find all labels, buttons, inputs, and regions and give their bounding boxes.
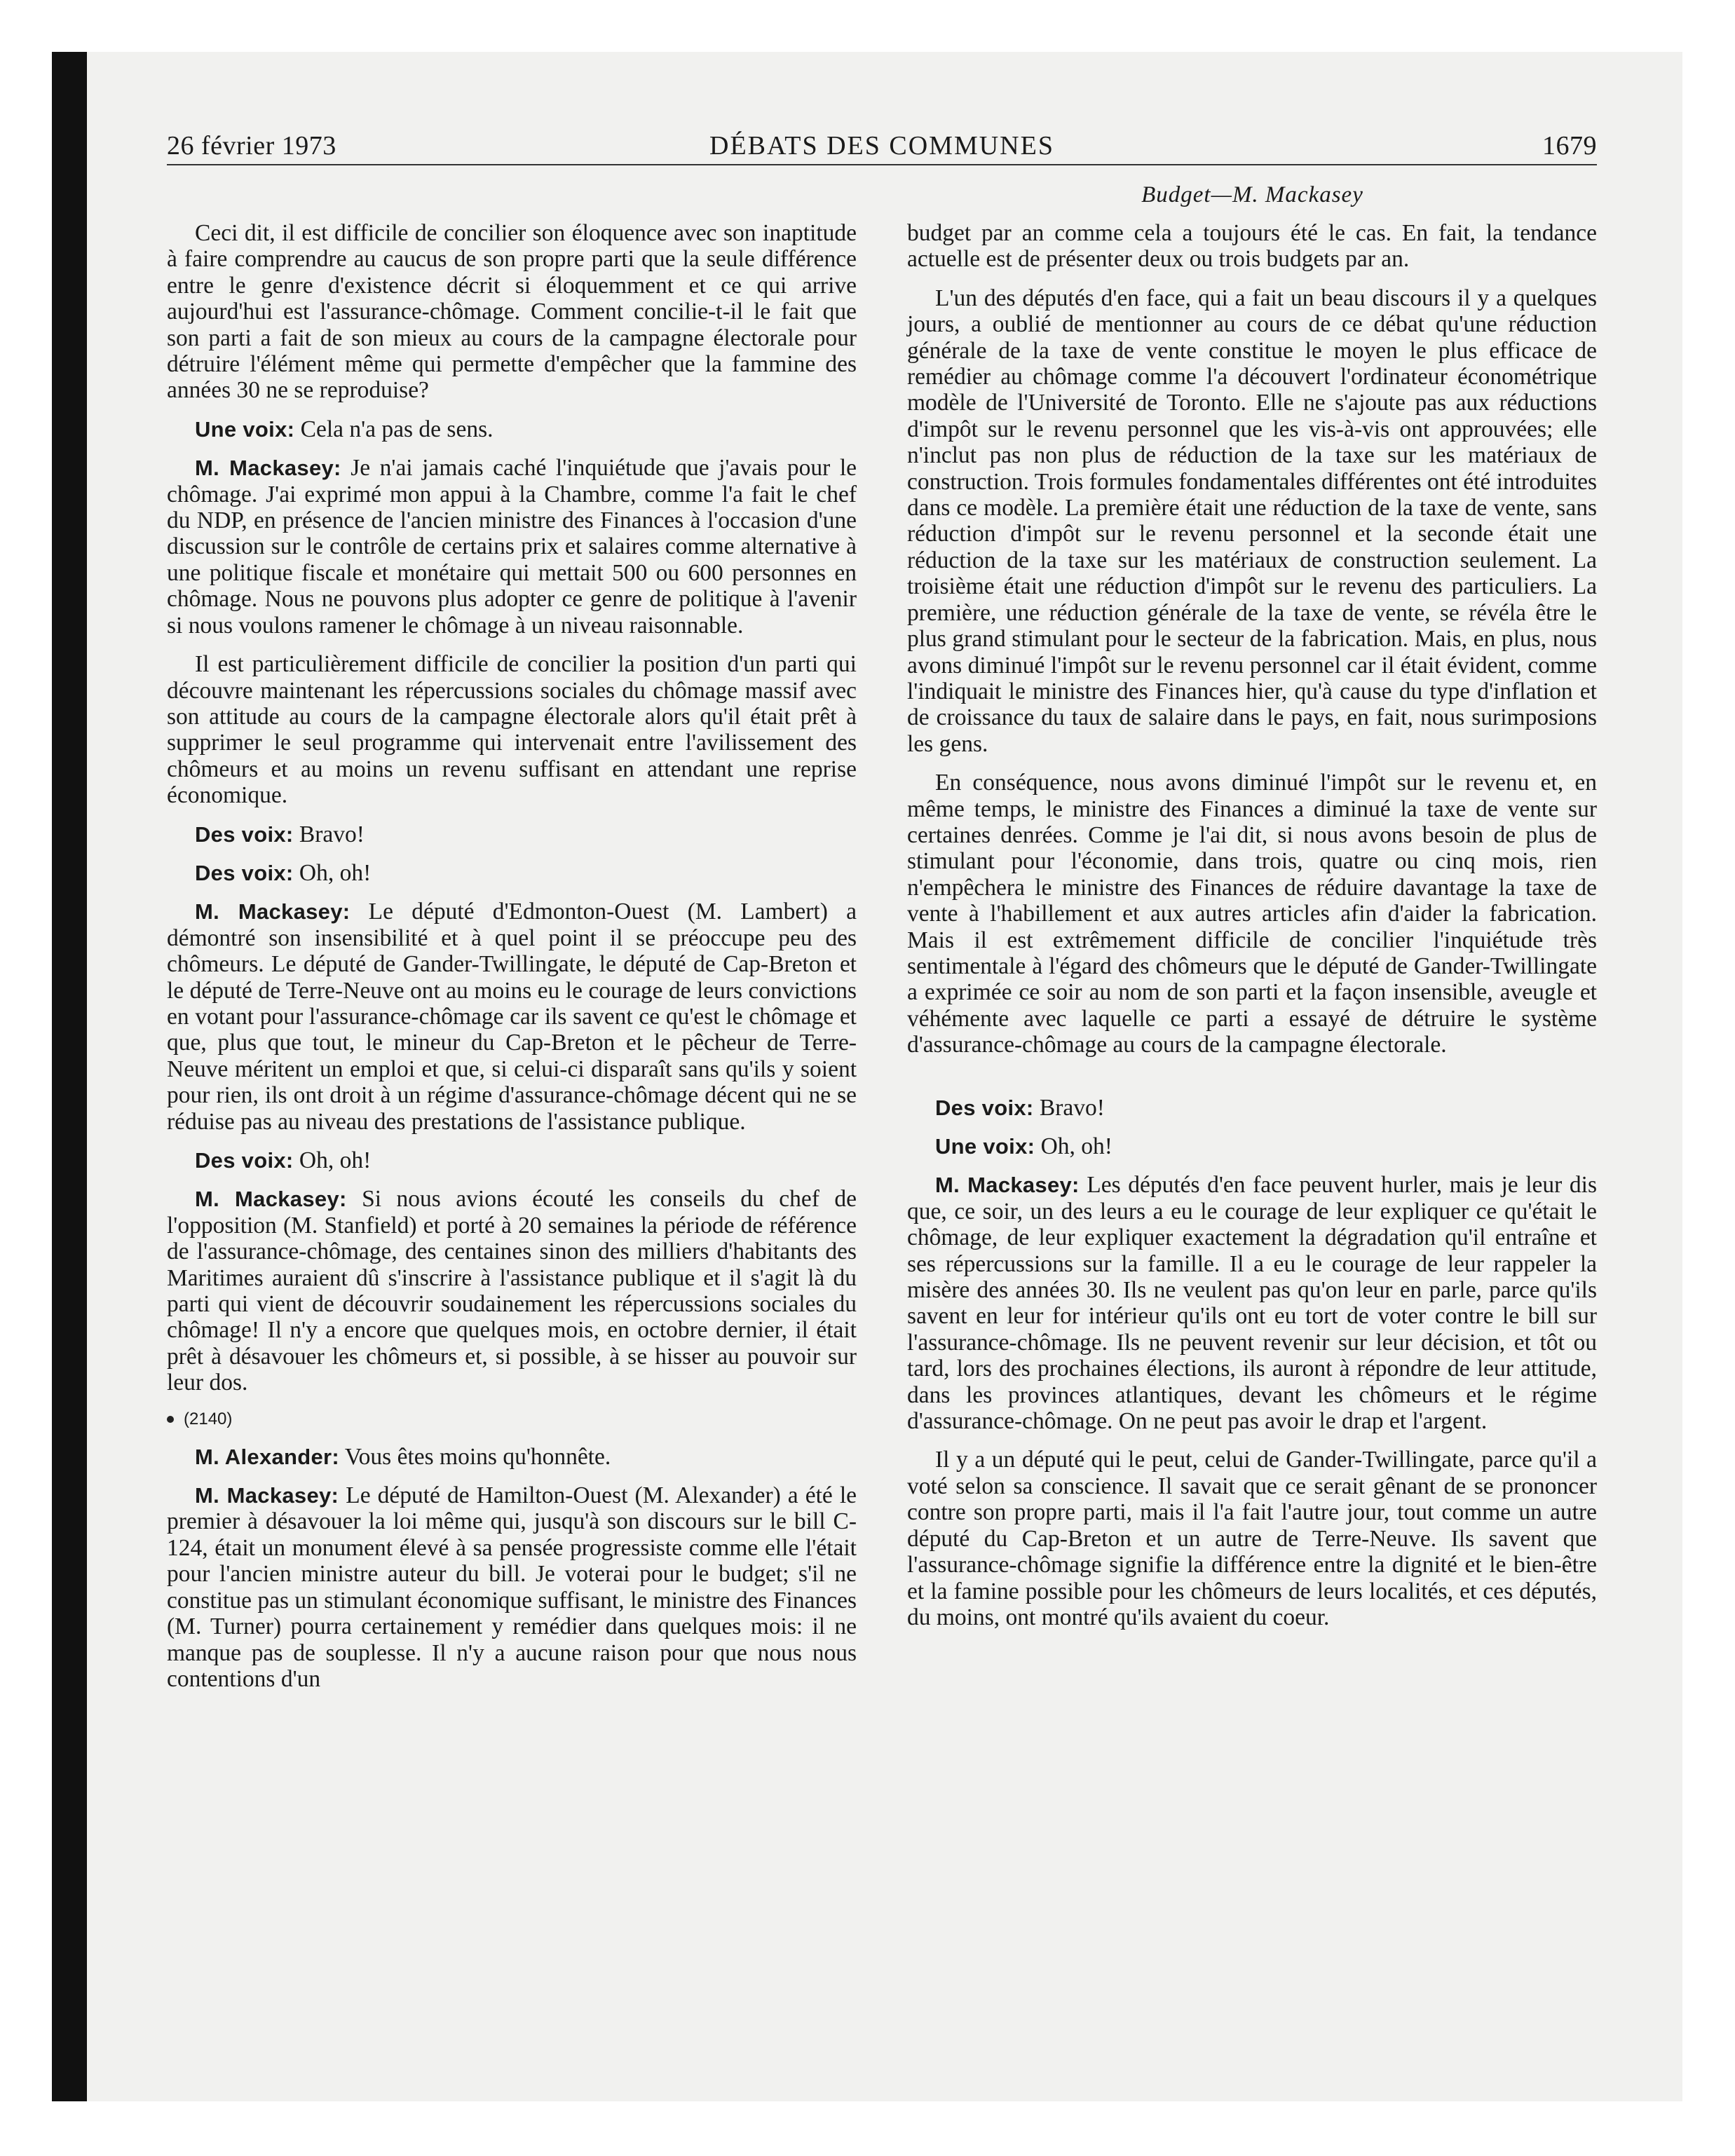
paragraph-text: Ceci dit, il est difficile de concilier son éloquence avec son inaptitude à faire comprendre au caucus de son propre parti que la seule différence entre le genre d'existence décrit si éloquemment et ce qui arrive aujourd'hui est l'assurance-chômage. Comment concilie-t-il le fait que son parti a fait de son mieux au cours de la campagne électorale pour détruire l'élément même qui permette d'empêcher que la fammine des années 30 ne se reproduise? [167, 220, 857, 404]
paragraph-text: Le député d'Edmonton-Ouest (M. Lambert) a démontré son insensibilité et à quel point il se préoccupe peu des chômeurs. Le député de Gander-Twillingate, le député de Cap-Breton et le député de Terre-Neuve ont au moins eu le courage de leurs convictions en votant pour l'assurance-chômage car ils savent ce qu'est le chômage et que, plus que tout, le mineur du Cap-Breton et le pêcheur de Terre-Neuve méritent un emploi et que, si celui-ci disparaît sans qu'ils y soient pour rien, ils ont droit à un régime d'assurance-chômage décent qui ne se réduise pas au niveau des prestations de l'assistance publique. [167, 899, 857, 1135]
speaker-name: M. Mackasey: [195, 1187, 347, 1212]
header-rule [167, 164, 1597, 165]
paragraph-text: Il est particulièrement difficile de concilier la position d'un parti qui découvre maintenant les répercussions sociales du chômage massif avec son attitude au cours de la campagne électorale alors qu'il était prêt à supprimer le seul programme qui intervenait entre l'avilissement des chômeurs et au moins un revenu suffisant en attendant une reprise économique. [167, 651, 857, 809]
speaker-name: Des voix: [935, 1095, 1034, 1120]
paragraph-text: Bravo! [1039, 1094, 1105, 1121]
speaker-name: M. Mackasey: [195, 1483, 339, 1508]
paragraph [167, 1482, 857, 1692]
paragraph [167, 416, 857, 442]
continued-paragraph [907, 220, 1597, 273]
paragraph [907, 1447, 1597, 1630]
right-column [907, 220, 1597, 1643]
paragraph-text: Bravo! [299, 821, 365, 847]
paragraph-text: Je n'ai jamais caché l'inquiétude que j'avais pour le chômage. J'ai exprimé mon appui à la Chambre, comme l'a fait le chef du NDP, en présence de l'ancien ministre des Finances à l'occasion d'une discussion sur le contrôle de certains prix et salaires comme alternative à une politique fiscale et monétaire qui mettait 500 ou 600 personnes en chômage. Nous ne pouvons plus adopter ce genre de politique à l'avenir si nous voulons ramener le chômage à un niveau raisonnable. [167, 455, 857, 639]
paragraph [907, 770, 1597, 1058]
running-head: Budget—M. Mackasey [1141, 182, 1363, 207]
paragraph-text: Vous êtes moins qu'honnête. [344, 1443, 611, 1470]
paragraph [167, 1147, 857, 1173]
paragraph-text: Il y a un député qui le peut, celui de Gander-Twillingate, parce qu'il a voté selon sa conscience. Il savait que ce serait gênant de se prononcer contre son propre parti, mais il l'a fait l'autre jour, tout comme un autre député du Cap-Breton et un autre de Terre-Neuve. Ils savent que l'assurance-chômage signifie la différence entre la dignité et le bien-être et la famine possible pour les chômeurs de leurs localités, et ces députés, du moins, ont montré qu'ils avaient du coeur. [907, 1447, 1597, 1630]
speaker-name: Des voix: [195, 1148, 294, 1173]
timestamp [167, 1409, 857, 1430]
paragraph [907, 1172, 1597, 1434]
timestamp-text: (2140) [184, 1409, 233, 1428]
paragraph [167, 1186, 857, 1396]
paragraph-text: Oh, oh! [299, 859, 372, 886]
paragraph-text: Si nous avions écouté les conseils du chef de l'opposition (M. Stanfield) et porté à 20 semaines la période de référence de l'assurance-chômage, des centaines sinon des milliers d'habitants des Maritimes auraient dû s'inscrire à l'assistance publique et il s'agit là du parti qui vient de découvrir soudainement les répercussions sociales du chômage! Il n'y a encore que quelques mois, en octobre dernier, il était prêt à désavouer les chômeurs et, si possible, à se hisser au pouvoir sur leur dos. [167, 1186, 857, 1396]
paragraph [167, 220, 857, 404]
page-header [167, 130, 1597, 164]
left-column [167, 220, 857, 1705]
paragraph [167, 860, 857, 886]
paragraph [907, 1133, 1597, 1159]
paragraph-text: Cela n'a pas de sens. [300, 416, 494, 442]
paragraph-text: Le député de Hamilton-Ouest (M. Alexander) a été le premier à désavouer la loi même qui, jusqu'à son discours sur le bill C-124, était un monument élevé à sa pensée progressiste comme elle l'était pour l'ancien ministre auteur du bill. Je voterai pour le budget; s'il ne constitue pas un stimulant économique suffisant, le ministre des Finances (M. Turner) pourra certainement y remédier dans quelques mois: il ne manque pas de souplesse. Il n'y a aucune raison pour que nous nous contentions d'un [167, 1482, 857, 1692]
speaker-name: M. Mackasey: [935, 1173, 1080, 1198]
page-number: 1679 [1542, 131, 1597, 161]
paragraph [907, 1095, 1597, 1121]
paragraph-text: Oh, oh! [1040, 1133, 1113, 1159]
binding-edge [52, 52, 87, 2101]
paragraph-text: Les députés d'en face peuvent hurler, mais je leur dis que, ce soir, un des leurs a eu le courage de leur expliquer ce qu'était le chômage, de leur expliquer exactement la dégradation qu'il entraîne et ses répercussions sur la famille. Il a eu le courage de leur rappeler la misère des années 30. Ils ne veulent pas qu'on leur en parle, parce qu'ils savent en leur for intérieur qu'ils ont eu tort de voter contre le bill sur l'assurance-chômage. Ils ne peuvent revenir sur leur décision, et tôt ou tard, lors des prochaines élections, ils auront à répondre de leur attitude, dans les provinces atlantiques, devant les chômeurs et le régime d'assurance-chômage. On ne peut pas avoir le drap et l'argent. [907, 1172, 1598, 1435]
paragraph-text: L'un des députés d'en face, qui a fait un beau discours il y a quelques jours, a oublié de mentionner au cours de ce débat qu'une réduction générale de la taxe de vente constitue le moyen le plus efficace de remédier au chômage comme l'a découvert l'ordinateur économétrique modèle de l'Université de Toronto. Elle ne s'ajoute pas aux réductions d'impôt sur le revenu personnel que les vis-à-vis ont approuvées; elle n'inclut pas non plus de réduction de la taxe sur les matériaux de construction. Trois formules fondamentales différentes ont été introduites dans ce modèle. La première était une réduction de la taxe de vente, sans réduction d'impôt sur le revenu personnel et la seconde était une réduction de la taxe sur les matériaux de construction seulement. La troisième était une réduction d'impôt sur le revenu des particuliers. La première, une réduction générale de la taxe de vente, se révéla être le plus grand stimulant pour le secteur de la fabrication. Mais, en plus, nous avons diminué l'impôt sur le revenu personnel car il était évident, comme l'indiquait le ministre des Finances hier, qu'à cause du type d'inflation et de croissance du taux de salaire dans le pays, en fait, nous surimposions les gens. [907, 285, 1597, 757]
speaker-name: M. Mackasey: [195, 456, 341, 481]
speaker-name: Une voix: [195, 416, 295, 442]
speaker-name: M. Mackasey: [195, 899, 351, 925]
bullet-icon [167, 1416, 174, 1423]
paragraph [167, 899, 857, 1135]
paragraph [167, 821, 857, 847]
speaker-name: Des voix: [195, 860, 294, 885]
paragraph [167, 651, 857, 808]
paragraph [907, 285, 1597, 757]
speaker-name: Des voix: [195, 821, 294, 847]
speaker-name: Une voix: [935, 1134, 1035, 1159]
paragraph-text: Oh, oh! [299, 1147, 372, 1173]
paragraph [167, 1444, 857, 1470]
paragraph [167, 455, 857, 639]
header-title: DÉBATS DES COMMUNES [709, 131, 1054, 161]
header-date: 26 février 1973 [167, 131, 336, 161]
paragraph-text: En conséquence, nous avons diminué l'impôt sur le revenu et, en même temps, le ministre des Finances a diminué la taxe de vente sur certaines denrées. Comme je l'ai dit, si nous avons besoin de plus de stimulant pour l'économie, dans trois, quatre ou cinq mois, rien n'empêchera le ministre des Finances de réduire davantage la taxe de vente à l'habillement et aux autres articles afin d'aider la fabrication. Mais il est extrêmement difficile de concilier l'inquiétude très sentimentale à l'égard des chômeurs que le député de Gander-Twillingate a exprimée ce soir au nom de son parti et la façon insensible, aveugle et véhémente avec laquelle ce parti a essayé de détruire le système d'assurance-chômage au cours de la campagne électorale. [907, 770, 1597, 1058]
speaker-name: M. Alexander: [195, 1444, 340, 1469]
paragraph-text: budget par an comme cela a toujours été le cas. En fait, la tendance actuelle est de présenter deux ou trois budgets par an. [907, 220, 1597, 273]
